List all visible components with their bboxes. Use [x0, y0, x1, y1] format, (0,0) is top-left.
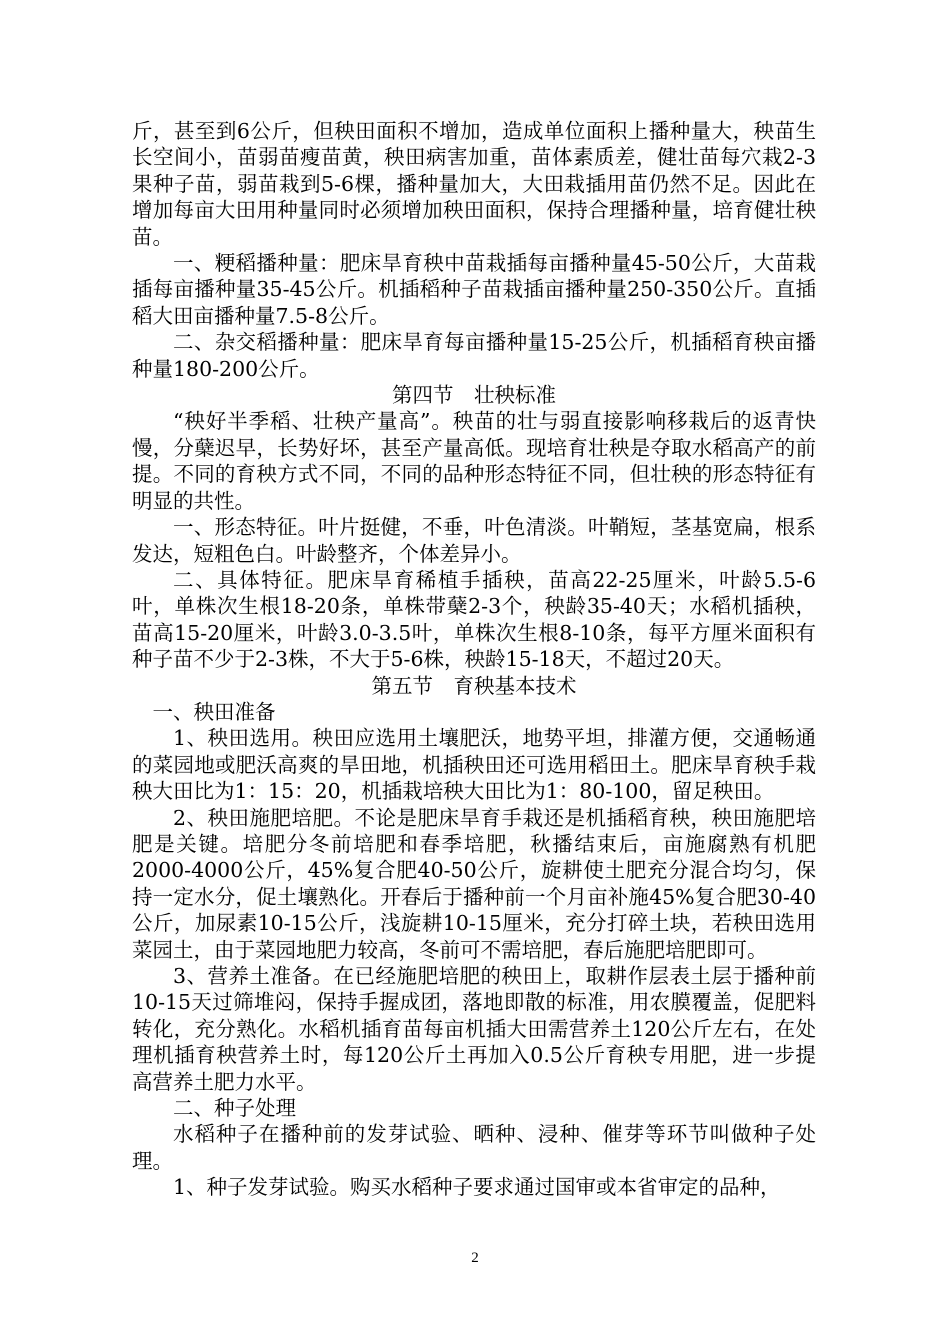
document-body [132, 118, 816, 1201]
section-heading-4: 第四节 壮秧标准 [392, 383, 556, 408]
subheading-seedbed-prep: 一、秧田准备 [132, 699, 276, 724]
paragraph-nutrient-soil: 3、营养土准备。在已经施肥培肥的秧田上，取耕作层表土层于播种前10-15天过筛堆闷，保持手握成团，落地即散的标准，用农膜覆盖，促肥料转化，充分熟化。水稻机插育苗每亩机插大田需营养土120公斤左右，在处理机插育秧营养土时，每120公斤土再加入0.5公斤育秧专用肥，进一步提高营养土肥力水平。 [132, 964, 816, 1094]
paragraph-morphology: 一、形态特征。叶片挺健，不垂，叶色清淡。叶鞘短，茎基宽扁，根系发达，短粗色白。叶龄整齐，个体差异小。 [132, 515, 816, 566]
paragraph-seedbed-fertilization: 2、秧田施肥培肥。不论是肥床旱育手栽还是机插稻育秧，秧田施肥培肥是关键。培肥分冬前培肥和春季培肥，秋播结束后，亩施腐熟有机肥2000-4000公斤，45%复合肥40-50公斤，旋耕使土肥充分混合均匀，保持一定水分，促土壤熟化。开春后于播种前一个月亩补施45%复合肥30-40公斤，加尿素10-15公斤，浅旋耕10-15厘米，充分打碎土块，若秧田选用菜园土，由于菜园地肥力较高，冬前可不需培肥，春后施肥培肥即可。 [132, 805, 816, 962]
paragraph-specific-features: 二、具体特征。肥床旱育稀植手插秧，苗高22-25厘米，叶龄5.5-6叶，单株次生根18-20条，单株带蘖2-3个，秧龄35-40天；水稻机插秧，苗高15-20厘米，叶龄3.0-3.5叶，单株次生根8-10条，每平方厘米面积有种子苗不少于2-3株，不大于5-6株，秧龄15-18天，不超过20天。 [132, 567, 816, 672]
page-number: 2 [471, 1250, 479, 1266]
paragraph-japonica-seeding: 一、粳稻播种量：肥床旱育秧中苗栽插每亩播种量45-50公斤，大苗栽插每亩播种量35-45公斤。机插稻种子苗栽插亩播种量250-350公斤。直插稻大田亩播种量7.5-8公斤。 [132, 251, 816, 328]
paragraph-seedbed-selection: 1、秧田选用。秧田应选用土壤肥沃，地势平坦，排灌方便，交通畅通的菜园地或肥沃高爽的旱田地，机插秧田还可选用稻田土。肥床旱育秧手栽秧大田比为1：15：20，机插栽培秧大田比为1：80-100，留足秧田。 [132, 726, 816, 804]
paragraph-strong-seedling-intro: “秧好半季稻、壮秧产量高”。秧苗的壮与弱直接影响移栽后的返青快慢，分蘖迟早，长势好坏，甚至产量高低。现培育壮秧是夺取水稻高产的前提。不同的育秧方式不同，不同的品种形态特征不同，但壮秧的形态特征有明显的共性。 [132, 409, 816, 513]
paragraph-hybrid-seeding: 二、杂交稻播种量：肥床旱育每亩播种量15-25公斤，机插稻育秧亩播种量180-200公斤。 [132, 330, 816, 381]
paragraph-germination-test: 1、种子发芽试验。购买水稻种子要求通过国审或本省审定的品种， [173, 1175, 781, 1200]
paragraph-continuation: 斤，甚至到6公斤，但秧田面积不增加，造成单位面积上播种量大，秧苗生长空间小，苗弱苗瘦苗黄，秧田病害加重，苗体素质差，健壮苗每穴栽2-3果种子苗，弱苗栽到5-6棵，播种量加大，大田栽插用苗仍然不足。因此在增加每亩大田用种量同时必须增加秧田面积，保持合理播种量，培育健壮秧苗。 [132, 119, 816, 249]
subheading-seed-treatment: 二、种子处理 [173, 1096, 296, 1121]
paragraph-seed-treatment-def: 水稻种子在播种前的发芽试验、晒种、浸种、催芽等环节叫做种子处理。 [132, 1122, 816, 1173]
section-heading-5: 第五节 育秧基本技术 [371, 673, 577, 698]
